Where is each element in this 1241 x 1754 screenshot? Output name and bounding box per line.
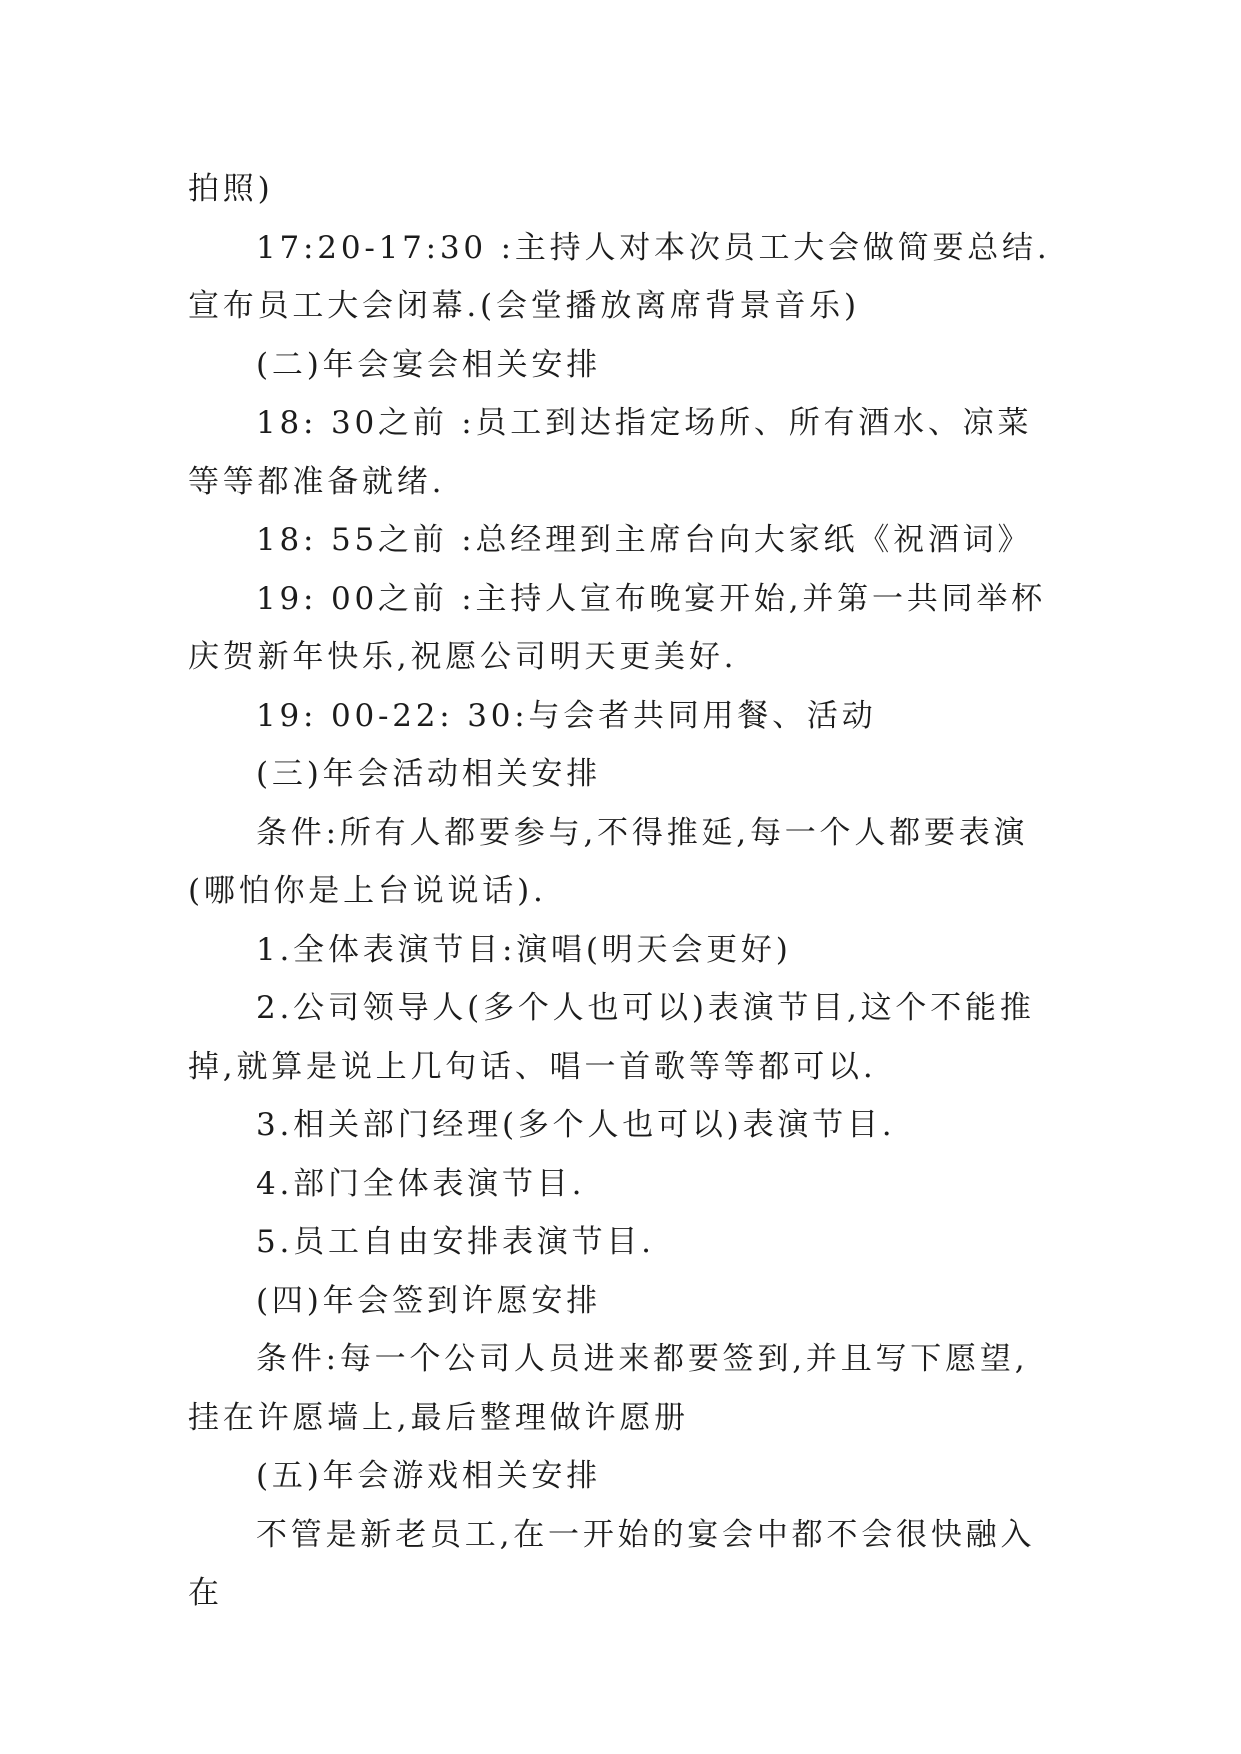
paragraph-dinner-start: 19: 00之前 :主持人宣布晚宴开始,并第一共同举杯庆贺新年快乐,祝愿公司明天更美好.: [188, 580, 1046, 675]
paragraph-photo-note: 拍照): [188, 171, 274, 207]
paragraph-wish-conditions: 条件:每一个公司人员进来都要签到,并且写下愿望,挂在许愿墙上,最后整理做许愿册: [188, 1341, 1029, 1436]
paragraph-games-intro: 不管是新老员工,在一开始的宴会中都不会很快融入在: [188, 1516, 1036, 1611]
paragraph-activity-conditions: 条件:所有人都要参与,不得推延,每一个人都要表演(哪怕你是上台说说话).: [188, 814, 1029, 909]
list-item-leader-performance: 2.公司领导人(多个人也可以)表演节目,这个不能推掉,就算是说上几句话、唱一首歌等等都可以.: [188, 990, 1035, 1085]
list-item-free-performance: 5.员工自由安排表演节目.: [256, 1224, 655, 1260]
section-heading-games: (五)年会游戏相关安排: [256, 1458, 601, 1494]
list-item-manager-performance: 3.相关部门经理(多个人也可以)表演节目.: [256, 1107, 896, 1143]
section-heading-banquet: (二)年会宴会相关安排: [256, 346, 601, 383]
paragraph-arrival: 18: 30之前 :员工到达指定场所、所有酒水、凉菜等等都准备就绪.: [188, 405, 1033, 500]
paragraph-closing-summary: 17:20-17:30 :主持人对本次员工大会做简要总结.宣布员工大会闭幕.(会堂播放离席背景音乐): [188, 229, 1051, 324]
section-heading-wishes: (四)年会签到许愿安排: [256, 1282, 601, 1319]
list-item-all-staff-performance: 1.全体表演节目:演唱(明天会更好): [256, 931, 792, 968]
paragraph-toast: 18: 55之前 :总经理到主席台向大家纸《祝酒词》: [256, 522, 1033, 558]
list-item-department-performance: 4.部门全体表演节目.: [256, 1165, 586, 1202]
document-body: [188, 160, 1058, 1623]
paragraph-dinner-activities: 19: 00-22: 30:与会者共同用餐、活动: [256, 697, 877, 734]
section-heading-activities: (三)年会活动相关安排: [256, 756, 601, 792]
